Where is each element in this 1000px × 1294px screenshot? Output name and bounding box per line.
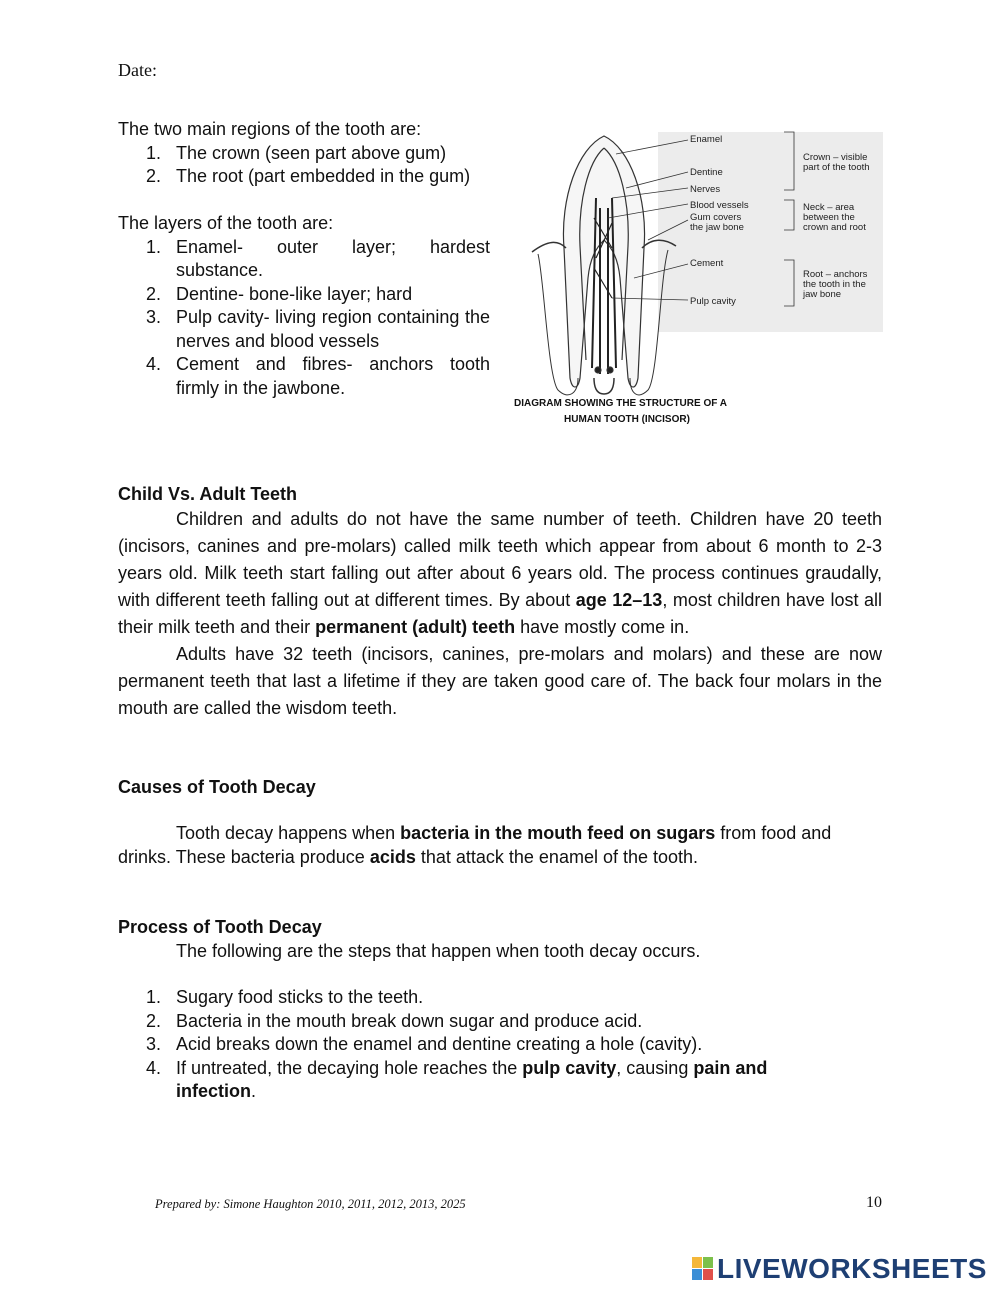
list-item: 2. Dentine- bone-like layer; hard — [146, 283, 413, 304]
section-heading: Child Vs. Adult Teeth — [118, 484, 297, 504]
layers-intro: The layers of the tooth are: — [118, 213, 334, 233]
label-neck: between the — [803, 212, 855, 223]
tooth-illustration — [532, 136, 676, 395]
list-item: 1. Enamel- outer layer; hardest substance. — [146, 236, 490, 280]
list-item: 4. Cement and fibres- anchors tooth firmly in the jawbone. — [146, 354, 490, 398]
paragraph: Adults have 32 teeth (incisors, canines, pre-molars and molars) and these are now permanent teeth that last a lifetime if they are taken good care of. The back four molars in the mouth are called the wisdom teeth. — [118, 644, 882, 718]
label-neck: Neck – area — [803, 202, 855, 213]
label-blood-vessels: Blood vessels — [690, 200, 749, 211]
list-item: 3. Acid breaks down the enamel and dentine creating a hole (cavity). — [146, 1034, 703, 1054]
tooth-diagram — [508, 128, 888, 428]
layers-list — [118, 236, 490, 401]
paragraph: Tooth decay happens when bacteria in the mouth feed on sugars from food and drinks. These bacteria produce acids that attack the enamel of the tooth. — [118, 823, 832, 867]
label-gum: Gum covers — [690, 212, 742, 223]
footer-credit: Prepared by: Simone Haughton 2010, 2011, 2012, 2013, 2025 — [155, 1197, 466, 1211]
list-item: 3. Pulp cavity- living region containing the nerves and blood vessels — [146, 307, 490, 351]
list-item: 4. If untreated, the decaying hole reaches the pulp cavity, causing pain and infection. — [146, 1057, 768, 1101]
label-neck: crown and root — [803, 222, 866, 233]
tooth-regions-and-layers — [118, 118, 490, 400]
process-section — [118, 916, 882, 1104]
section-heading: Process of Tooth Decay — [118, 917, 322, 937]
label-gum: the jaw bone — [690, 222, 744, 233]
page-number: 10 — [866, 1194, 882, 1211]
liveworksheets-logo[interactable] — [692, 1254, 987, 1284]
label-crown: part of the tooth — [803, 162, 870, 173]
label-root: jaw bone — [803, 289, 842, 300]
label-dentine: Dentine — [690, 167, 723, 178]
regions-list — [118, 142, 490, 189]
child-adult-section — [118, 483, 882, 722]
causes-section — [118, 777, 882, 869]
regions-intro: The two main regions of the tooth are: — [118, 119, 422, 139]
figure-caption: HUMAN TOOTH (INCISOR) — [564, 414, 690, 425]
label-root: the tooth in the — [803, 279, 866, 290]
liveworksheets-icon — [692, 1257, 714, 1281]
list-item: 1. The crown (seen part above gum) — [146, 142, 447, 163]
process-steps — [118, 986, 818, 1104]
section-heading: Causes of Tooth Decay — [118, 777, 316, 797]
process-intro: The following are the steps that happen when tooth decay occurs. — [176, 940, 701, 961]
list-item: 1. Sugary food sticks to the teeth. — [146, 987, 424, 1007]
label-enamel: Enamel — [690, 134, 723, 145]
figure-caption: DIAGRAM SHOWING THE STRUCTURE OF A — [514, 398, 727, 409]
list-item: 2. Bacteria in the mouth break down sugar and produce acid. — [146, 1010, 643, 1031]
label-nerves: Nerves — [690, 184, 721, 195]
label-pulp-cavity: Pulp cavity — [690, 296, 736, 307]
list-item: 2. The root (part embedded in the gum) — [146, 166, 471, 186]
label-cement: Cement — [690, 258, 724, 269]
date-label: Date: — [118, 60, 157, 80]
label-crown: Crown – visible — [803, 152, 868, 163]
paragraph: Children and adults do not have the same number of teeth. Children have 20 teeth (incisors, canines and pre-molars) called milk teeth which appear from about 6 month to 2-3 years old. Milk teeth start falling out after about 6 years old. The process continues graudally, with different teeth falling out at different times. By about age 12–13, most children have lost all their milk teeth and their permanent (adult) teeth have mostly come in. — [118, 509, 882, 637]
brand-text: LIVEWORKSHEETS — [717, 1253, 987, 1284]
label-root: Root – anchors — [803, 269, 868, 280]
